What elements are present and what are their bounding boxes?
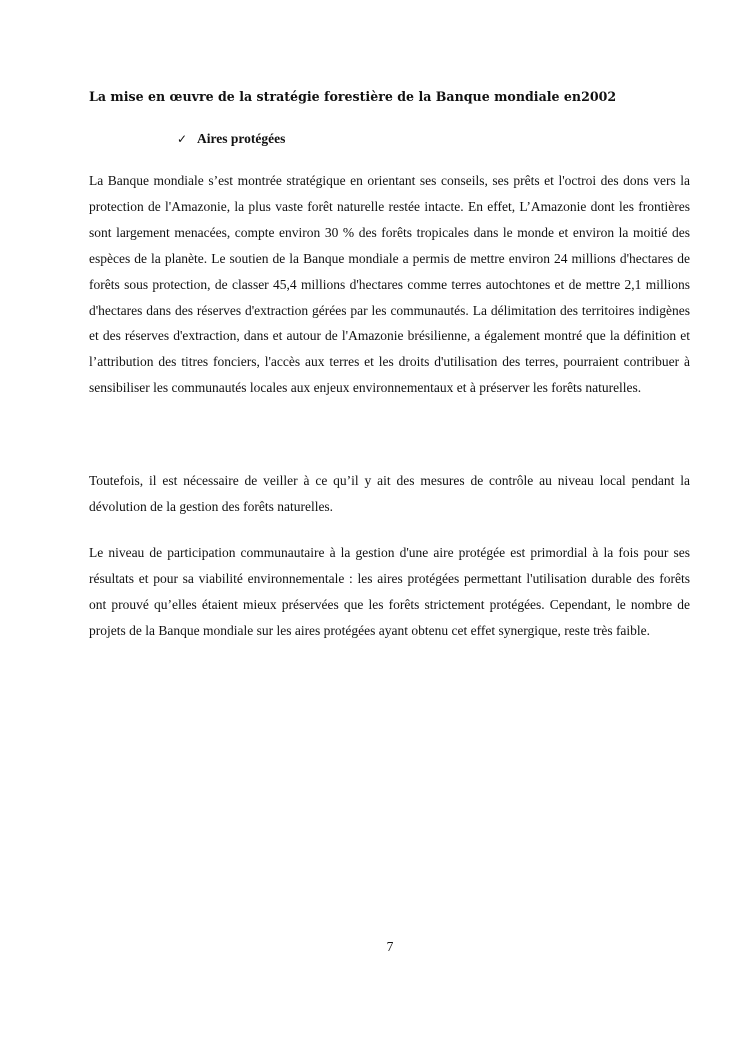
section-heading-label: Aires protégées (197, 131, 286, 146)
paragraph-3: Le niveau de participation communautaire à la gestion d'une aire protégée est primordial à la fois pour ses résultats et pour sa viabilité environnementale : les aires protégées permettant l'utilisation durable des forêts ont prouvé qu’elles étaient mieux préservées que les forêts strictement protégées. Cependant, le nombre de projets de la Banque mondiale sur les aires protégées ayant obtenu cet effet synergique, reste très faible. (89, 545, 690, 638)
paragraph-1: La Banque mondiale s’est montrée stratégique en orientant ses conseils, ses prêts et l'octroi des dons vers la protection de l'Amazonie, la plus vaste forêt naturelle restée intacte. En effet, L’Amazonie dont les frontières sont largement menacées, compte environ 30 % des forêts tropicales dans le monde et environ la moitié des espèces de la planète. Le soutien de la Banque mondiale a permis de mettre environ 24 millions d'hectares de forêts sous protection, de classer 45,4 millions d'hectares comme terres autochtones et de mettre 2,1 millions d'hectares dans des réserves d'extraction gérées par les communautés. La délimitation des territoires indigènes et des réserves d'extraction, dans et autour de l'Amazonie brésilienne, a également montré que la définition et l’attribution des titres fonciers, l'accès aux terres et les droits d'utilisation des terres, pourraient contribuer à sensibiliser les communautés locales aux enjeux environnementaux et à préserver les forêts naturelles. (89, 173, 690, 396)
document-title: La mise en œuvre de la stratégie forestière de la Banque mondiale en2002 (89, 89, 617, 104)
section-heading (177, 130, 285, 148)
page-number: 7 (386, 939, 394, 954)
checkmark-icon: ✓ (177, 132, 188, 146)
paragraph-2: Toutefois, il est nécessaire de veiller à ce qu’il y ait des mesures de contrôle au niveau local pendant la dévolution de la gestion des forêts naturelles. (89, 473, 690, 514)
